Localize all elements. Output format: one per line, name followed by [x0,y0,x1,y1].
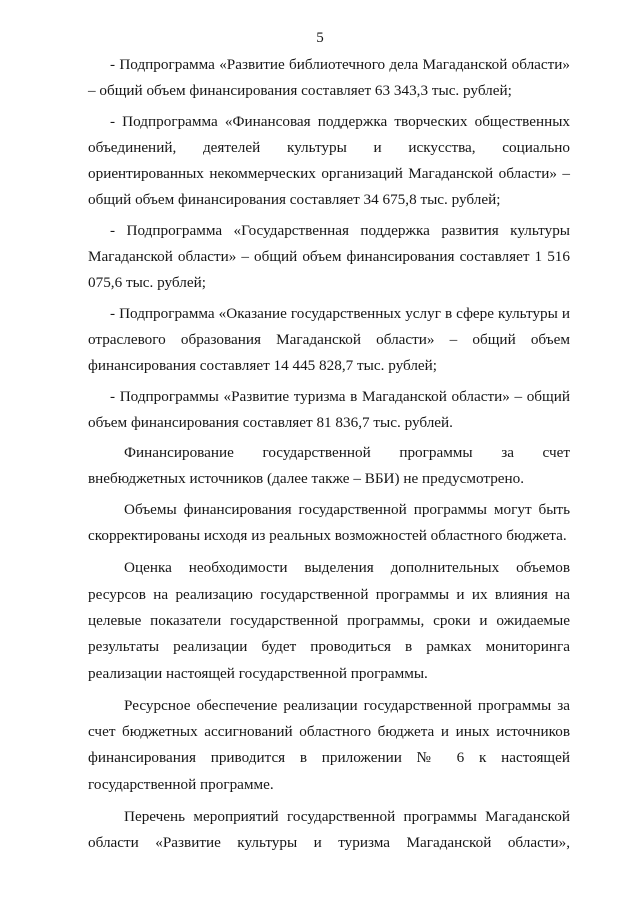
paragraph-resource-provision: Ресурсное обеспечение реализации государственной программы за счет бюджетных ассигнований областного бюджета и иных источников финансирования приводится в приложении № 6 к настоящей государственной программе. [88,696,570,793]
paragraph-additional-resources: Оценка необходимости выделения дополнительных объемов ресурсов на реализацию государственной программы и их влияния на целевые показатели государственной программы, сроки и ожидаемые результаты реализации будет проводиться в рамках мониторинга реализации настоящей государственной программы. [88,559,570,682]
paragraph-tourism-subprogram: - Подпрограммы «Развитие туризма в Магаданской области» – общий объем финансирования составляет 81 836,7 тыс. рублей. [88,387,570,431]
paragraph-creative-support-subprogram: - Подпрограмма «Финансовая поддержка творческих общественных объединений, деятелей культуры и искусства, социально ориентированных некоммерческих организаций Магаданской области» – общий объем финансирования составляет 34 675,8 тыс. рублей; [88,112,570,209]
paragraph-public-services-subprogram: - Подпрограмма «Оказание государственных услуг в сфере культуры и отраслевого образования Магаданской области» – общий объем финансирования составляет 14 445 828,7 тыс. рублей; [88,304,570,375]
page-number: 5 [316,30,324,46]
paragraph-extrabudgetary-financing: Финансирование государственной программы за счет внебюджетных источников (далее также – ВБИ) не предусмотрено. [88,444,570,488]
document-body [88,52,570,861]
paragraph-library-subprogram: - Подпрограмма «Развитие библиотечного дела Магаданской области» – общий объем финансирования составляет 63 343,3 тыс. рублей; [88,56,570,100]
paragraph-culture-support-subprogram: - Подпрограмма «Государственная поддержка развития культуры Магаданской области» – общий объем финансирования составляет 1 516 075,6 тыс. рублей; [88,221,570,292]
paragraph-activities-list: Перечень мероприятий государственной программы Магаданской области «Развитие культуры и туризма Магаданской области», [88,808,570,852]
paragraph-financing-adjustment: Объемы финансирования государственной программы могут быть скорректированы исходя из реальных возможностей областного бюджета. [88,500,570,545]
